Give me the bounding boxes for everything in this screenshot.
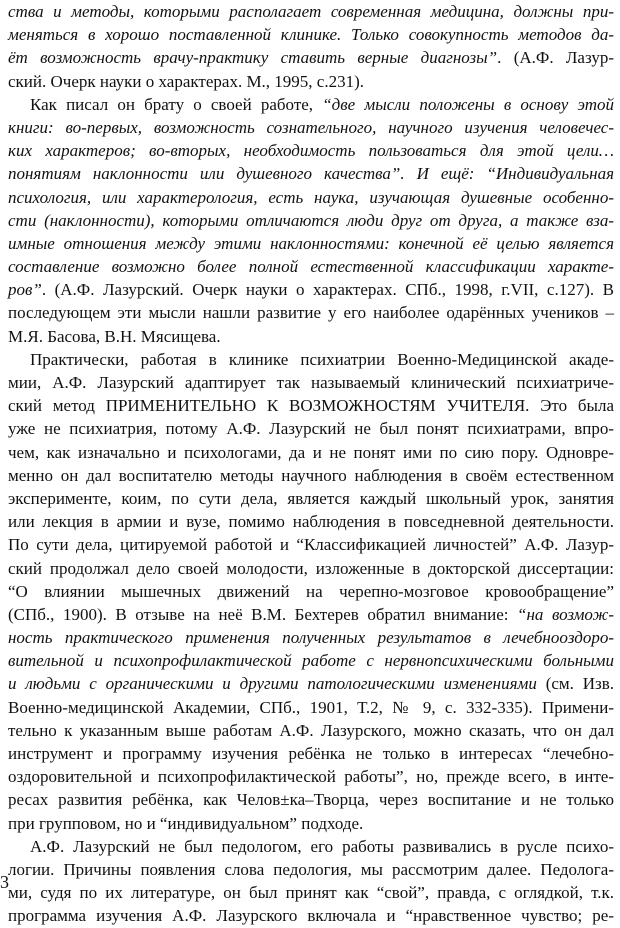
text-line (8, 696, 614, 719)
italic-quote-segment: ность практического применения полученных результатов в лечебноoздоро- (8, 628, 614, 648)
italic-quote-segment: сти (наклонности), которыми отличаются люди друг от друга, а также вза- (8, 210, 614, 230)
text-line (8, 371, 614, 394)
text-line (8, 719, 614, 742)
text-line (8, 209, 614, 232)
text-line (8, 672, 614, 695)
italic-quote-segment: имные отношения между этими наклонностями: конечной её целью является (8, 233, 614, 253)
text-line (8, 394, 614, 417)
text-line (8, 23, 614, 46)
text-line (8, 626, 614, 649)
italic-quote-segment: ства и методы, которыми располагает современная медицина, должны при- (8, 2, 614, 21)
italic-quote-segment: составление возможно более полной естественной классификации характе- (8, 257, 614, 277)
text-line (8, 765, 614, 788)
text-line (8, 116, 614, 139)
text-segment: ский продолжал дело своей молодости, изложенные в докторской диссертации: (8, 558, 614, 578)
italic-quote-segment: “две мысли положены в основу этой (322, 94, 614, 114)
text-segment: оздоровительной и психопрофилактической работы”, но, прежде всего, в инте- (8, 767, 614, 787)
text-line (8, 835, 614, 858)
text-line (8, 788, 614, 811)
italic-quote-segment: “на возмож- (517, 604, 614, 624)
text-segment: По сути дела, цитируемой работой и “Классификацией личностей” А.Ф. Лазур- (8, 535, 614, 555)
text-segment: мии, А.Ф. Лазурский адаптирует так называемый клинический психиатриче- (8, 373, 614, 392)
text-line (8, 812, 614, 835)
italic-quote-segment: книги: во-первых, возможность сознательного, научного изучения человечес- (8, 117, 614, 137)
italic-quote-segment: психология, или характерология, есть наука, изучающая душевные особенно- (8, 187, 614, 207)
text-line (8, 904, 614, 927)
text-line (8, 232, 614, 255)
text-segment: при групповом, но и “индивидуальном” подходе. (8, 813, 364, 833)
text-line (8, 487, 614, 510)
text-line (8, 348, 614, 371)
text-segment: уже не психиатрия, потому А.Ф. Лазурский не был понят психиатрами, впро- (8, 419, 614, 439)
italic-quote-segment: и людьми с органическими и другими патологическими изменениями (8, 674, 537, 694)
text-line (8, 580, 614, 603)
text-line (8, 510, 614, 533)
text-segment: эксперименте, коим, по сути дела, является каждый школьный урок, занятия (8, 488, 614, 508)
text-segment: Практически, работая в клинике психиатрии Военно-Медицинской акаде- (30, 349, 614, 369)
text-line (8, 301, 614, 324)
text-line (8, 93, 614, 116)
text-segment: ский метод ПРИМЕНИТЕЛЬНО К ВОЗМОЖНОСТЯМ УЧИТЕЛЯ. Это была (8, 396, 614, 416)
text-line (8, 139, 614, 162)
page-number: 3 (0, 872, 9, 892)
italic-quote-segment: вительной и психопрофилактической работе с нервнопсихическими больными (8, 651, 614, 671)
text-segment: последующем эти мысли нашли развитие у его наиболее одарённых учеников – (8, 303, 614, 323)
italic-quote-segment: ёт возможность врачу-практику ставить верные диагнозы” (8, 48, 498, 68)
text-segment: или лекция в армии и вузе, помимо наблюдения в повседневной деятельности. (8, 512, 614, 532)
italic-quote-segment: ров” (8, 280, 42, 300)
text-line (8, 278, 614, 301)
text-segment: программа изучения А.Ф. Лазурского включала и “нравственное чувство; ре- (8, 906, 614, 926)
text-line (8, 533, 614, 556)
text-line (8, 186, 614, 209)
text-segment: (см. Изв. (536, 674, 615, 694)
text-line (8, 46, 614, 69)
text-line (8, 70, 614, 93)
text-segment: Военно-медицинской Академии, СПб., 1901, Т.2, № 9, с. 332-335). Примени- (8, 697, 614, 717)
body-text (8, 0, 614, 928)
text-line (8, 325, 614, 348)
italic-quote-segment: меняться в хорошо поставленной клинике. Только совокупность методов да- (8, 25, 614, 45)
text-line (8, 0, 614, 23)
text-line (8, 441, 614, 464)
text-segment: Как писал он брату о своей работе, (30, 94, 323, 114)
text-segment: “О влиянии мышечных движений на черепно-мозговое кровообращение” (8, 581, 614, 601)
italic-quote-segment: ких характеров; во-вторых, необходимость пользоваться для этой цели… (8, 141, 614, 161)
text-line (8, 603, 614, 626)
text-line (8, 255, 614, 278)
text-segment: чем, как изначально и психологами, да и не понят ими по сию пору. Одновре- (8, 442, 614, 462)
text-segment: А.Ф. Лазурский не был педологом, его работы развивались в русле психо- (30, 836, 614, 856)
italic-quote-segment: понятиям наклонности или душевного качества”. И ещё: “Индивидуальная (8, 164, 614, 184)
text-segment: логии. Причины появления слова педология, мы рассмотрим далее. Педолога- (8, 859, 614, 879)
text-segment: М.Я. Басова, В.Н. Мясищева. (8, 326, 221, 346)
text-segment: тельно к указанным выше работам А.Ф. Лазурского, можно сказать, что он дал (8, 720, 614, 740)
text-segment: ми, судя по их литературе, он был принят как “свой”, правда, с оглядкой, т.к. (8, 883, 614, 903)
text-segment: инструмент и программу изучения ребёнка не только в интересах “лечебно- (8, 744, 614, 763)
text-line (8, 417, 614, 440)
text-segment: ресах развития ребёнка, как Челов±ка–Творца, через воспитание и не только (8, 790, 614, 810)
text-line (8, 742, 614, 765)
text-segment: ский. Очерк науки о характерах. М., 1995, с.231). (8, 71, 365, 91)
text-line (8, 557, 614, 580)
text-line (8, 881, 614, 904)
text-line (8, 858, 614, 881)
text-line (8, 649, 614, 672)
text-segment: (СПб., 1900). В отзыве на неё В.М. Бехтерев обратил внимание: (8, 604, 518, 624)
text-segment: менно он дал воспитателю методы научного наблюдения в своём естественном (8, 465, 614, 485)
text-segment: . (А.Ф. Лазур- (497, 48, 614, 68)
text-line (8, 464, 614, 487)
text-line (8, 162, 614, 185)
text-segment: . (А.Ф. Лазурский. Очерк науки о характерах. СПб., 1998, г.VII, с.127). В (41, 280, 614, 300)
